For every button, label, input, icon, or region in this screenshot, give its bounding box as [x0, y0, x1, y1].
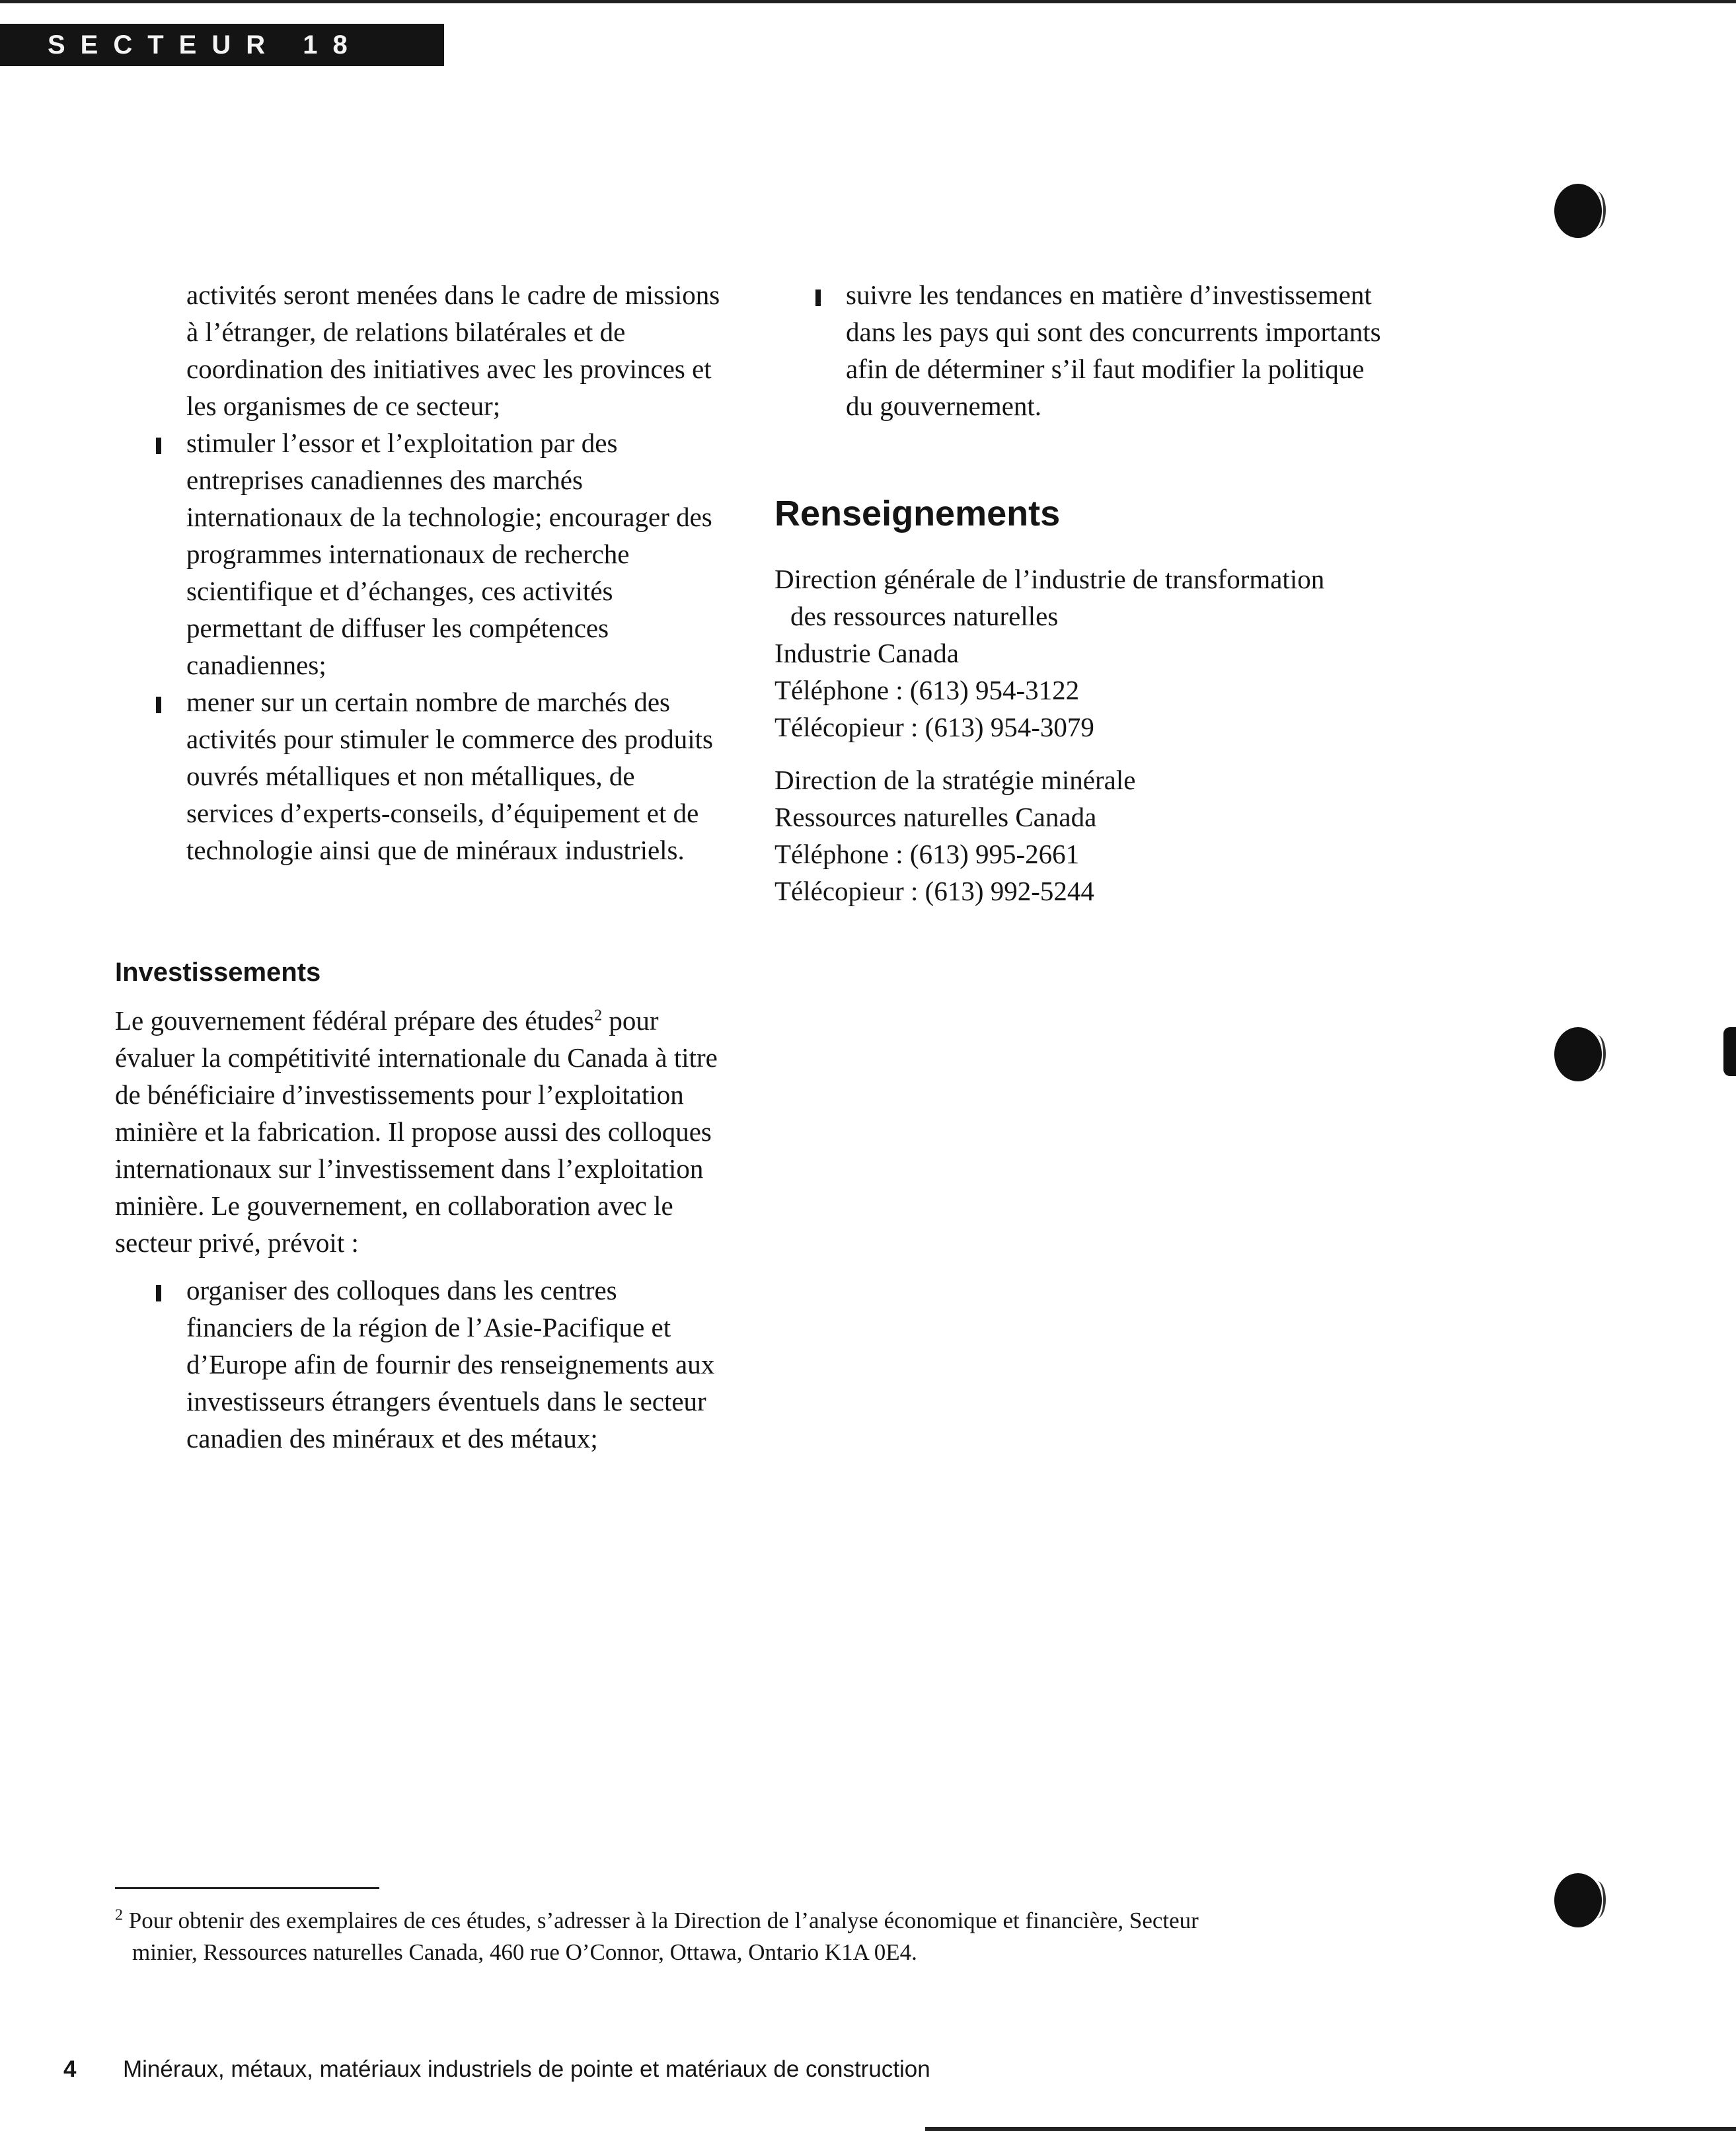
section-header-bar — [0, 24, 444, 66]
footnote-reference: 2 — [594, 1007, 603, 1025]
footnote — [115, 1905, 1371, 1968]
investments-paragraph — [115, 1002, 736, 1261]
contacts-heading: Renseignements — [774, 494, 1061, 533]
investments-heading: Investissements — [115, 958, 321, 987]
investments-text-after: pour évaluer la compétitivité internationale du Canada à titre de bénéficiaire d’investissements pour l’exploitation minière et la fabrication. Il propose aussi des colloques internationaux sur l’investissement dans l’exploitation minière. Le gouvernement, en collaboration avec le secteur privé, prévoit : — [115, 1005, 718, 1258]
list-item-text: suivre les tendances en matière d’investissement dans les pays qui sont des concurrents importants afin de déterminer s’il faut modifier la politique du gouvernement. — [846, 280, 1381, 421]
bullet-icon — [156, 697, 161, 713]
right-column — [774, 276, 1396, 424]
binder-hole-icon — [1554, 1873, 1602, 1927]
investments-text-before: Le gouvernement fédéral prépare des études — [115, 1005, 595, 1036]
contact-department: Industrie Canada — [774, 638, 959, 668]
list-item — [186, 424, 728, 683]
list-item — [186, 1272, 728, 1457]
contact-block — [774, 561, 1409, 746]
contact-org-continued: des ressources naturelles — [790, 601, 1059, 631]
footnote-line: minier, Ressources naturelles Canada, 460 rue O’Connor, Ottawa, Ontario K1A 0E4. — [132, 1939, 917, 1965]
contact-block — [774, 761, 1409, 910]
contact-org: Direction générale de l’industrie de transformation — [774, 564, 1325, 594]
list-item-text: stimuler l’essor et l’exploitation par des entreprises canadiennes des marchés internationaux de la technologie; encourager des programmes internationaux de recherche scientifique et d’échanges, ces activités permettant de diffuser les compétences canadiennes; — [186, 428, 712, 680]
contact-phone: Téléphone : (613) 995-2661 — [774, 839, 1080, 869]
contact-fax: Télécopieur : (613) 954-3079 — [774, 712, 1094, 742]
publication-title: Minéraux, métaux, matériaux industriels de pointe et matériaux de construction — [123, 2056, 930, 2082]
footnote-line: Pour obtenir des exemplaires de ces études, s’adresser à la Direction de l’analyse économique et financière, Secteur — [128, 1908, 1199, 1933]
page-number: 4 — [63, 2056, 77, 2082]
contacts-section — [774, 561, 1409, 925]
binder-hole-icon — [1554, 184, 1602, 238]
bullet-icon — [156, 1285, 161, 1301]
footnote-number: 2 — [115, 1906, 123, 1924]
top-rule — [0, 0, 1736, 3]
contact-fax: Télécopieur : (613) 992-5244 — [774, 876, 1094, 906]
contact-department: Ressources naturelles Canada — [774, 802, 1097, 832]
page-footer — [63, 2054, 930, 2085]
section-label: SECTEUR 18 — [48, 30, 363, 59]
list-item — [846, 276, 1396, 424]
bullet-icon — [156, 438, 161, 454]
investments-bullet-list — [186, 1272, 728, 1457]
binder-hole-icon — [1554, 1027, 1602, 1081]
left-column — [186, 276, 728, 869]
contact-org: Direction de la stratégie minérale — [774, 765, 1136, 795]
list-item-text: organiser des colloques dans les centres financiers de la région de l’Asie-Pacifique et d’Europe afin de fournir des renseignements aux investisseurs étrangers éventuels dans le secteur canadien des minéraux et des métaux; — [186, 1275, 715, 1453]
left-bullet-list — [186, 424, 728, 869]
list-item — [186, 683, 728, 869]
footnote-rule — [115, 1887, 379, 1889]
edge-tab-mark — [1723, 1027, 1736, 1076]
list-item-text: mener sur un certain nombre de marchés des activités pour stimuler le commerce des produits ouvrés métalliques et non métalliques, de services d’experts-conseils, d’équipement et de technologie ainsi que de minéraux industriels. — [186, 687, 713, 865]
contact-phone: Téléphone : (613) 954-3122 — [774, 675, 1080, 705]
bullet-icon — [815, 290, 821, 306]
continuation-paragraph: activités seront menées dans le cadre de missions à l’étranger, de relations bilatérales et de coordination des initiatives avec les provinces et les organismes de ce secteur; — [186, 280, 720, 421]
bottom-rule — [925, 2127, 1736, 2131]
